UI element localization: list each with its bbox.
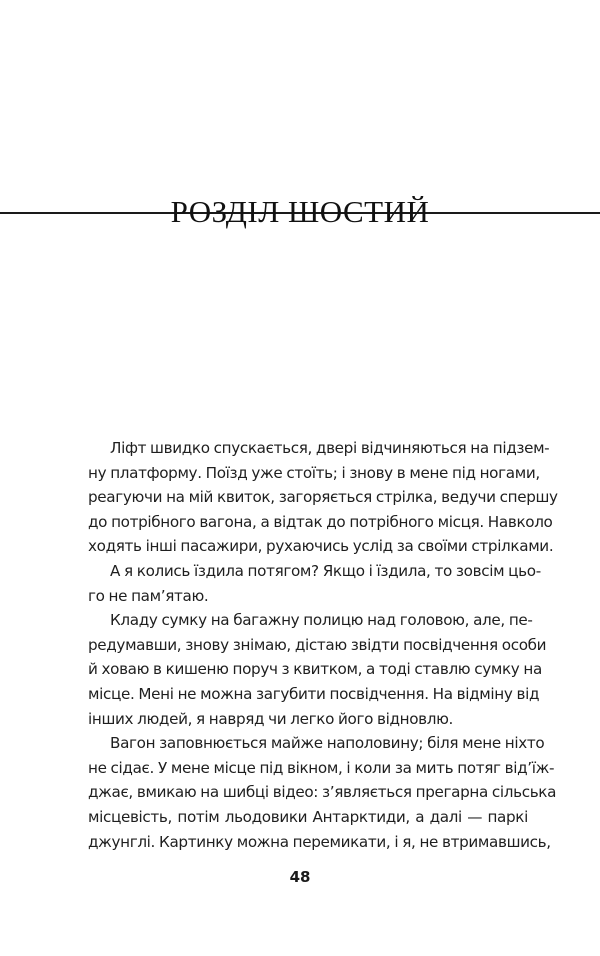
text-line: Вагон заповнюється майже наполовину; біля мене ніхто [110,734,545,753]
text-line: редумавши, знову знімаю, дістаю звідти посвідчення особи [88,635,547,654]
text-line: Кладу сумку на багажну полицю над головою, але, пе- [110,611,533,630]
text-line: го не пам’ятаю. [88,586,209,605]
text-line: й ховаю в кишеню поруч з квитком, а тоді ставлю сумку на [88,660,542,679]
chapter-title: РОЗДІЛ ШОСТИЙ [170,194,430,229]
text-line: інших людей, я навряд чи легко його відновлю. [88,709,454,728]
text-line: місце. Мені не можна загубити посвідчення. На відміну від [88,684,540,703]
text-line: місцевість, потім льодовики Антарктиди, а далі — паркі [88,807,528,826]
text-line: джає, вмикаю на шибці відео: з’являється прегарна сільська [88,783,557,802]
text-line: ну платформу. Поїзд уже стоїть; і знову в мене під ногами, [88,463,540,482]
body-text [88,436,558,854]
text-line: А я колись їздила потягом? Якщо і їздила, то зовсім цьо- [110,561,541,580]
text-line: реагуючи на мій квиток, загоряється стрілка, ведучи спершу [88,488,558,507]
text-line: не сідає. У мене місце під вікном, і коли за мить потяг від’їж- [88,758,555,777]
text-line: Ліфт швидко спускається, двері відчиняються на підзем- [110,439,550,457]
page-number: 48 [289,868,311,886]
text-line: ходять інші пасажири, рухаючись услід за своїми стрілками. [88,537,554,556]
text-line: до потрібного вагона, а відтак до потрібного місця. Навколо [88,512,553,531]
text-line: джунглі. Картинку можна перемикати, і я, не втримавшись, [88,832,551,851]
